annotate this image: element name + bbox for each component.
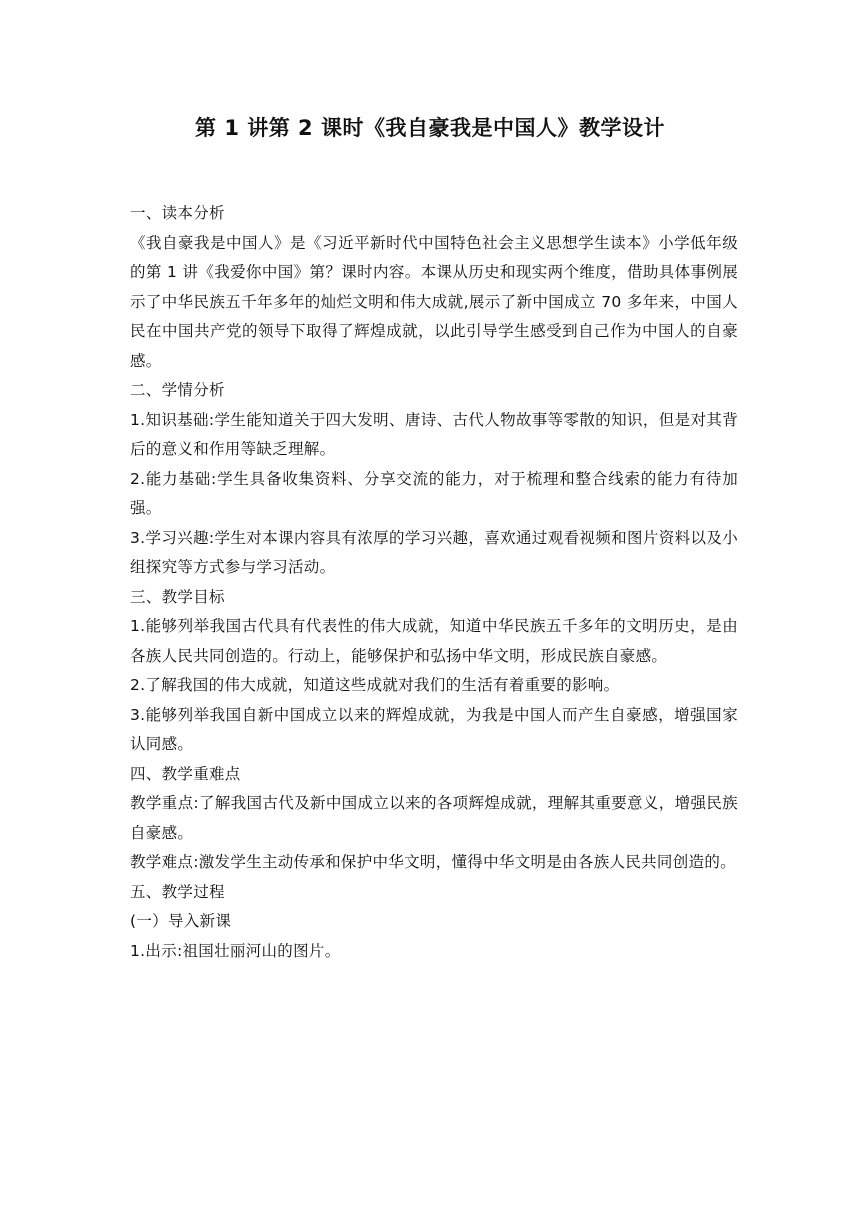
reading-analysis-paragraph: 《我自豪我是中国人》是《习近平新时代中国特色社会主义思想学生读本》小学低年级的第 1 讲《我爱你中国》第？课时内容。本课从历史和现实两个维度，借助具体事例展示了中华民族五千年多年的灿烂文明和伟大成就,展示了新中国成立 70 多年来，中国人民在中国共产党的领导下取得了辉煌成就，以此引导学生感受到自己作为中国人的自豪感。: [130, 233, 738, 370]
process-step: 1.出示:祖国壮丽河山的图片。: [130, 941, 341, 960]
document-body: [130, 199, 738, 966]
teaching-difficulty: 教学难点:激发学生主动传承和保护中华文明，懂得中华文明是由各族人民共同创造的。: [130, 853, 736, 871]
section-heading-key-points: 四、教学重难点: [130, 764, 241, 783]
teaching-goal-item: 1.能够列举我国古代具有代表性的伟大成就，知道中华民族五千多年的文明历史，是由各族人民共同创造的。行动上，能够保护和弘扬中华文明，形成民族自豪感。: [130, 617, 738, 665]
student-analysis-item: 2.能力基础:学生具备收集资料、分享交流的能力，对于梳理和整合线索的能力有待加强。: [130, 469, 738, 517]
section-heading-process: 五、教学过程: [130, 882, 225, 901]
student-analysis-item: 1.知识基础:学生能知道关于四大发明、唐诗、古代人物故事等零散的知识，但是对其背后的意义和作用等缺乏理解。: [130, 410, 738, 458]
teaching-goal-item: 3.能够列举我国自新中国成立以来的辉煌成就，为我是中国人而产生自豪感，增强国家认同感。: [130, 705, 738, 753]
section-heading-teaching-goals: 三、教学目标: [130, 587, 225, 606]
process-subheading: (一）导入新课: [130, 912, 232, 930]
student-analysis-item: 3.学习兴趣:学生对本课内容具有浓厚的学习兴趣，喜欢通过观看视频和图片资料以及小组探究等方式参与学习活动。: [130, 528, 738, 576]
teaching-focus: 教学重点:了解我国古代及新中国成立以来的各项辉煌成就，理解其重要意义，增强民族自豪感。: [130, 794, 738, 842]
section-heading-student-analysis: 二、学情分析: [130, 381, 225, 399]
section-heading-reading-analysis: 一、读本分析: [130, 204, 225, 222]
document-title: 第 1 讲第 2 课时《我自豪我是中国人》教学设计: [195, 116, 665, 140]
teaching-goal-item: 2.了解我国的伟大成就，知道这些成就对我们的生活有着重要的影响。: [130, 676, 620, 694]
